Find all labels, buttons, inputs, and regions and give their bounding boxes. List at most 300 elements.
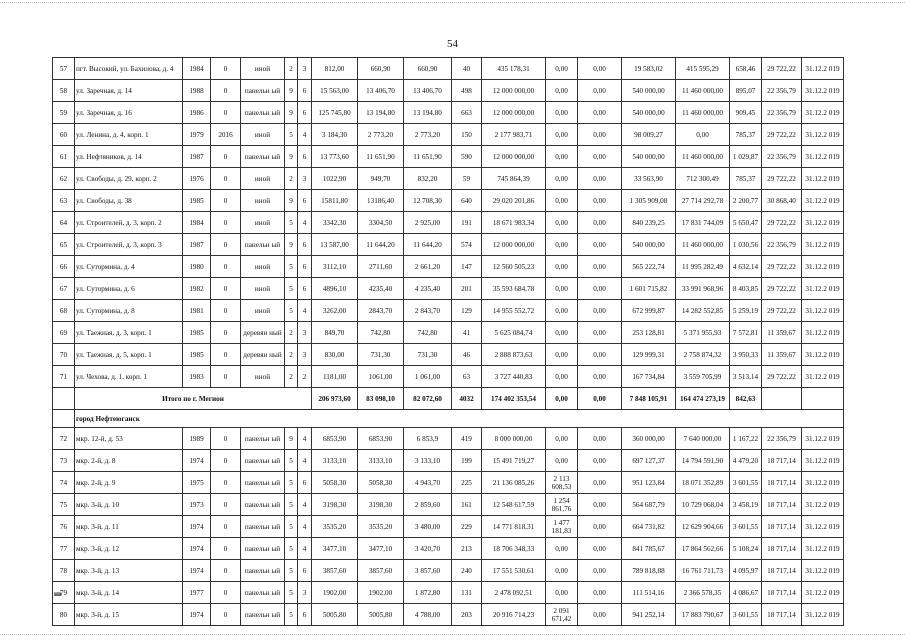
table-cell: 0 (211, 102, 241, 124)
table-cell: 0,00 (546, 256, 578, 278)
table-cell: 29 722,22 (762, 124, 802, 146)
address-cell: ул. Нефтяников, д. 14 (75, 146, 183, 168)
table-cell: 35 593 684,78 (482, 278, 546, 300)
table-cell: иной (241, 190, 285, 212)
address-cell: ул. Чехова, д. 1, корп. 1 (75, 366, 183, 388)
table-cell: 3 (298, 582, 312, 604)
address-cell: ул. Сутормина, д. 8 (75, 300, 183, 322)
table-cell: 4896,10 (312, 278, 358, 300)
table-cell: 4 788,00 (404, 604, 452, 626)
table-cell: 360 000,00 (622, 428, 676, 450)
table-cell: 11 359,67 (762, 322, 802, 344)
table-cell: 11 460 000,00 (676, 146, 730, 168)
row-number-cell: 60 (53, 124, 75, 146)
row-number-cell: 79 (53, 582, 75, 604)
table-cell: 5 650,47 (730, 212, 762, 234)
table-cell: 2 888 873,63 (482, 344, 546, 366)
address-cell: ул. Ленина, д. 4, корп. 1 (75, 124, 183, 146)
table-cell: 2 (285, 366, 298, 388)
table-cell: 13 406,70 (358, 80, 404, 102)
table-cell: 3133,10 (312, 450, 358, 472)
table-cell: 658,46 (730, 58, 762, 80)
table-cell: 3 559 705,99 (676, 366, 730, 388)
table-row (53, 516, 844, 538)
table-cell: 33 991 968,96 (676, 278, 730, 300)
address-cell: ул. Заречная, д. 14 (75, 80, 183, 102)
table-cell: 46 (452, 344, 482, 366)
table-cell: иной (241, 366, 285, 388)
row-number-cell: 63 (53, 190, 75, 212)
table-cell: 0,00 (578, 604, 622, 626)
address-cell: мкр. 3-й, д. 10 (75, 494, 183, 516)
table-cell: 419 (452, 428, 482, 450)
table-cell: 0,00 (578, 560, 622, 582)
table-cell: 11 460 000,00 (676, 102, 730, 124)
table-cell: 21 136 085,26 (482, 472, 546, 494)
table-cell: 0,00 (676, 124, 730, 146)
table-row (53, 58, 844, 80)
table-cell: 4 (298, 516, 312, 538)
table-cell: 0,00 (578, 102, 622, 124)
table-cell: 5 (285, 604, 298, 626)
table-cell: 5005,80 (358, 604, 404, 626)
table-cell: 0 (211, 256, 241, 278)
table-cell: 129 (452, 300, 482, 322)
table-cell: 832,20 (404, 168, 452, 190)
table-cell: 2 (298, 366, 312, 388)
table-cell: 31.12.2 019 (802, 560, 844, 582)
table-cell: панельн ый (241, 428, 285, 450)
table-cell: 785,37 (730, 124, 762, 146)
table-cell: 0 (211, 450, 241, 472)
row-number-cell: 68 (53, 300, 75, 322)
table-cell: 590 (452, 146, 482, 168)
table-cell: 1974 (183, 604, 211, 626)
table-cell: 9 (285, 146, 298, 168)
table-cell: 5 (285, 516, 298, 538)
row-number-cell: 78 (53, 560, 75, 582)
table-cell: 6 (298, 190, 312, 212)
row-number-cell: 69 (53, 322, 75, 344)
table-cell: 31.12.2 019 (802, 582, 844, 604)
table-cell: 1984 (183, 58, 211, 80)
table-cell: иной (241, 124, 285, 146)
table-cell: 11 644,20 (358, 234, 404, 256)
table-cell: 4 (298, 538, 312, 560)
table-cell: 3 458,19 (730, 494, 762, 516)
table-cell: 59 (452, 168, 482, 190)
table-cell: 0 (211, 366, 241, 388)
address-cell: ул. Свободы, д. 29, корп. 2 (75, 168, 183, 190)
table-cell: 14 955 552,72 (482, 300, 546, 322)
table-cell: 3 (298, 344, 312, 366)
table-row (53, 494, 844, 516)
table-cell: 0 (211, 234, 241, 256)
table-cell: 1981 (183, 300, 211, 322)
table-cell: панельн ый (241, 516, 285, 538)
table-cell: 4 632,14 (730, 256, 762, 278)
address-cell: ул. Строителей, д. 3, корп. 2 (75, 212, 183, 234)
table-cell: 0 (211, 58, 241, 80)
table-cell: 672 999,87 (622, 300, 676, 322)
row-number-cell: 72 (53, 428, 75, 450)
table-cell: 1986 (183, 102, 211, 124)
row-number-cell: 62 (53, 168, 75, 190)
table-cell: 6853,90 (358, 428, 404, 450)
table-cell: 13 194,80 (358, 102, 404, 124)
address-cell: мкр. 12-й, д. 53 (75, 428, 183, 450)
table-cell: 1022,90 (312, 168, 358, 190)
table-cell: панельн ый (241, 494, 285, 516)
table-row (53, 300, 844, 322)
table-cell: 3 420,70 (404, 538, 452, 560)
table-cell: 909,45 (730, 102, 762, 124)
table-cell: 742,80 (358, 322, 404, 344)
table-cell: 4 235,40 (404, 278, 452, 300)
total-cell-empty (802, 388, 844, 410)
table-cell: 5 (285, 538, 298, 560)
table-cell: 17 831 744,09 (676, 212, 730, 234)
table-body-nefteyugansk (53, 428, 844, 626)
table-cell: 6 (298, 472, 312, 494)
table-row (53, 146, 844, 168)
table-cell: 129 999,31 (622, 344, 676, 366)
table-cell: 131 (452, 582, 482, 604)
table-cell: 1985 (183, 344, 211, 366)
table-cell: 3198,30 (358, 494, 404, 516)
total-cell: 83 098,10 (358, 388, 404, 410)
table-cell: 949,70 (358, 168, 404, 190)
table-cell: 4 943,70 (404, 472, 452, 494)
table-cell: 0,00 (546, 58, 578, 80)
table-cell: 1987 (183, 146, 211, 168)
table-cell: 0,00 (546, 278, 578, 300)
table-cell: панельн ый (241, 560, 285, 582)
table-cell: 6 (298, 256, 312, 278)
table-cell: 31.12.2 019 (802, 322, 844, 344)
table-cell: 3535,20 (358, 516, 404, 538)
table-cell: 3342,30 (312, 212, 358, 234)
table-cell: 13 773,60 (312, 146, 358, 168)
table-cell: 660,90 (358, 58, 404, 80)
table-cell: 12 708,30 (404, 190, 452, 212)
table-cell: 0,00 (578, 212, 622, 234)
table-cell: 3477,10 (358, 538, 404, 560)
table-cell: 11 359,67 (762, 344, 802, 366)
table-row (53, 560, 844, 582)
table-cell: 10 729 068,04 (676, 494, 730, 516)
table-cell: 3112,10 (312, 256, 358, 278)
city-label: город Нефтеюганск (75, 410, 844, 428)
table-cell: 3262,00 (312, 300, 358, 322)
housing-registry-table (52, 57, 844, 626)
table-cell: 31.12.2 019 (802, 450, 844, 472)
row-number-cell: 61 (53, 146, 75, 168)
table-cell: 1 477 181,83 (546, 516, 578, 538)
table-cell: 11 460 000,00 (676, 80, 730, 102)
table-cell: 22 356,79 (762, 80, 802, 102)
table-cell: 742,80 (404, 322, 452, 344)
table-cell: 0,00 (578, 234, 622, 256)
table-cell: 0,00 (578, 494, 622, 516)
table-cell: 1902,00 (312, 582, 358, 604)
table-cell: 3 601,55 (730, 472, 762, 494)
table-cell: панельн ый (241, 450, 285, 472)
table-cell: 31.12.2 019 (802, 344, 844, 366)
total-cell: 206 973,60 (312, 388, 358, 410)
table-cell: 29 722,22 (762, 278, 802, 300)
table-cell: 0,00 (546, 344, 578, 366)
table-cell: 0,00 (546, 538, 578, 560)
table-cell: 2 661,20 (404, 256, 452, 278)
table-cell: 6 (298, 560, 312, 582)
table-cell: 22 356,79 (762, 102, 802, 124)
table-body-totals (53, 388, 844, 428)
page-number: 54 (447, 38, 458, 50)
table-cell: 0 (211, 322, 241, 344)
table-cell: 1985 (183, 322, 211, 344)
table-cell: 31.12.2 019 (802, 146, 844, 168)
table-cell: 1985 (183, 190, 211, 212)
table-cell: 11 651,90 (358, 146, 404, 168)
table-cell: 3 184,30 (312, 124, 358, 146)
address-cell: мкр. 3-й, д. 15 (75, 604, 183, 626)
row-number-cell: 70 (53, 344, 75, 366)
table-cell: 5058,30 (312, 472, 358, 494)
table-cell: 0 (211, 212, 241, 234)
table-cell: 0,00 (578, 168, 622, 190)
table-cell: 1 254 861,76 (546, 494, 578, 516)
table-cell: 1 061,00 (404, 366, 452, 388)
table-cell: панельн ый (241, 582, 285, 604)
table-cell: 0,00 (578, 472, 622, 494)
table-cell: 895,07 (730, 80, 762, 102)
table-cell: 1974 (183, 450, 211, 472)
table-cell: 4 (298, 124, 312, 146)
table-cell: 6 (298, 146, 312, 168)
table-cell: 17 551 530,61 (482, 560, 546, 582)
table-cell: 4 095,97 (730, 560, 762, 582)
table-cell: 240 (452, 560, 482, 582)
table-cell: 1979 (183, 124, 211, 146)
table-row (53, 450, 844, 472)
table-cell: панельн ый (241, 472, 285, 494)
table-cell: 0,00 (578, 450, 622, 472)
table-cell: 9 (285, 80, 298, 102)
table-cell: 22 356,79 (762, 428, 802, 450)
table-cell: 1902,00 (358, 582, 404, 604)
row-number-cell: 71 (53, 366, 75, 388)
table-cell: 0 (211, 344, 241, 366)
table-cell: 3 727 440,83 (482, 366, 546, 388)
table-cell: 1 029,87 (730, 146, 762, 168)
table-cell: 2016 (211, 124, 241, 146)
table-cell: 161 (452, 494, 482, 516)
table-cell: 5 (285, 300, 298, 322)
table-cell: 98 009,27 (622, 124, 676, 146)
address-cell: мкр. 3-й, д. 12 (75, 538, 183, 560)
table-cell: 31.12.2 019 (802, 168, 844, 190)
table-cell: 830,00 (312, 344, 358, 366)
table-cell: 18 071 352,89 (676, 472, 730, 494)
total-cell: 0,00 (578, 388, 622, 410)
address-cell: мкр. 2-й, д. 9 (75, 472, 183, 494)
table-cell: 0,00 (578, 58, 622, 80)
row-number-cell: 57 (53, 58, 75, 80)
table-cell: 6 (298, 278, 312, 300)
table-cell: 17 864 562,66 (676, 538, 730, 560)
table-row (53, 428, 844, 450)
address-cell: мкр. 2-й, д. 8 (75, 450, 183, 472)
table-cell: 15811,80 (312, 190, 358, 212)
table-cell: 0 (211, 190, 241, 212)
table-cell: 2 843,70 (404, 300, 452, 322)
table-cell: 3 601,55 (730, 604, 762, 626)
row-number-cell: 80 (53, 604, 75, 626)
table-cell: 13 194,80 (404, 102, 452, 124)
row-number-cell: 59 (53, 102, 75, 124)
table-cell: 0,00 (578, 300, 622, 322)
table-cell: 4 086,67 (730, 582, 762, 604)
table-cell: 6853,90 (312, 428, 358, 450)
table-cell: 1061,00 (358, 366, 404, 388)
table-cell: панельн ый (241, 538, 285, 560)
address-cell: ул. Свободы, д. 38 (75, 190, 183, 212)
table-row (53, 472, 844, 494)
table-cell: 574 (452, 234, 482, 256)
table-cell: 2 (285, 58, 298, 80)
table-cell: 5 108,24 (730, 538, 762, 560)
table-cell: 0 (211, 472, 241, 494)
table-cell: 5005,80 (312, 604, 358, 626)
row-number-cell: 58 (53, 80, 75, 102)
table-cell: 1982 (183, 278, 211, 300)
table-row (53, 80, 844, 102)
table-cell: иной (241, 212, 285, 234)
table-cell: 5 (285, 278, 298, 300)
table-cell: 150 (452, 124, 482, 146)
table-cell: 18 671 983,34 (482, 212, 546, 234)
row-number-cell: 65 (53, 234, 75, 256)
table-cell: 31.12.2 019 (802, 256, 844, 278)
table-row (53, 102, 844, 124)
table-cell: 6 (298, 234, 312, 256)
table-row (53, 582, 844, 604)
table-row (53, 366, 844, 388)
table-cell: 125 745,80 (312, 102, 358, 124)
table-cell: 2 366 578,35 (676, 582, 730, 604)
table-cell: 3 (298, 168, 312, 190)
table-cell: деревян ный (241, 322, 285, 344)
table-cell: 31.12.2 019 (802, 494, 844, 516)
table-cell: панельн ый (241, 146, 285, 168)
table-cell: иной (241, 58, 285, 80)
address-cell: ул. Сутормина, д. 6 (75, 278, 183, 300)
table-cell: 19 583,02 (622, 58, 676, 80)
table-cell: 31.12.2 019 (802, 234, 844, 256)
table-cell: 5 259,19 (730, 300, 762, 322)
table-cell: 0 (211, 168, 241, 190)
row-number-cell: 75 (53, 494, 75, 516)
table-cell: 31.12.2 019 (802, 472, 844, 494)
scan-top-edge (0, 2, 905, 3)
table-cell: 3133,10 (358, 450, 404, 472)
table-cell: 5 (285, 560, 298, 582)
table-cell: 29 722,22 (762, 366, 802, 388)
table-cell: 31.12.2 019 (802, 278, 844, 300)
table-cell: 14 771 818,31 (482, 516, 546, 538)
table-cell: 12 000 000,00 (482, 80, 546, 102)
table-cell: 2 925,00 (404, 212, 452, 234)
table-cell: 201 (452, 278, 482, 300)
table-cell: 0,00 (578, 322, 622, 344)
table-cell: 1 305 909,08 (622, 190, 676, 212)
table-cell: 3 513,14 (730, 366, 762, 388)
row-number-cell: 77 (53, 538, 75, 560)
table-row (53, 322, 844, 344)
table-cell: 253 128,81 (622, 322, 676, 344)
table-cell: 812,00 (312, 58, 358, 80)
table-cell: 0,00 (578, 124, 622, 146)
table-cell: 31.12.2 019 (802, 58, 844, 80)
table-cell: 2 859,60 (404, 494, 452, 516)
table-cell: 0,00 (546, 450, 578, 472)
table-cell: 0,00 (578, 80, 622, 102)
table-cell: 0,00 (578, 516, 622, 538)
table-cell: 20 916 714,23 (482, 604, 546, 626)
table-cell: 16 761 711,73 (676, 560, 730, 582)
table-cell: 3477,10 (312, 538, 358, 560)
row-number-cell: 66 (53, 256, 75, 278)
table-cell: 2 773,20 (404, 124, 452, 146)
table-cell: 0,00 (578, 146, 622, 168)
table-cell: 14 282 552,85 (676, 300, 730, 322)
row-number-cell: 74 (53, 472, 75, 494)
table-cell: 29 722,22 (762, 300, 802, 322)
table-cell: 229 (452, 516, 482, 538)
table-cell: 203 (452, 604, 482, 626)
table-cell: 0,00 (546, 234, 578, 256)
table-cell: 1973 (183, 494, 211, 516)
table-cell: 640 (452, 190, 482, 212)
table-cell: 29 722,22 (762, 168, 802, 190)
table-cell: 31.12.2 019 (802, 190, 844, 212)
table-cell: 1977 (183, 582, 211, 604)
table-cell: 0,00 (578, 278, 622, 300)
table-cell: 31.12.2 019 (802, 102, 844, 124)
table-row (53, 604, 844, 626)
table-cell: 18 717,14 (762, 582, 802, 604)
table-cell: 435 178,31 (482, 58, 546, 80)
table-cell: 225 (452, 472, 482, 494)
table-cell: 0,00 (578, 190, 622, 212)
table-cell: 2 113 608,53 (546, 472, 578, 494)
table-cell: 27 714 292,78 (676, 190, 730, 212)
table-cell: 18 717,14 (762, 538, 802, 560)
table-cell: 540 000,00 (622, 80, 676, 102)
table-row (53, 234, 844, 256)
table-cell: 3 950,33 (730, 344, 762, 366)
table-cell: 191 (452, 212, 482, 234)
row-number-cell: 64 (53, 212, 75, 234)
table-cell: панельн ый (241, 234, 285, 256)
table-cell: 0 (211, 582, 241, 604)
address-cell: ул. Сутормина, д. 4 (75, 256, 183, 278)
table-cell: 18 717,14 (762, 516, 802, 538)
table-cell: 15 563,00 (312, 80, 358, 102)
table-cell: 18 717,14 (762, 472, 802, 494)
table-cell: 12 000 000,00 (482, 146, 546, 168)
